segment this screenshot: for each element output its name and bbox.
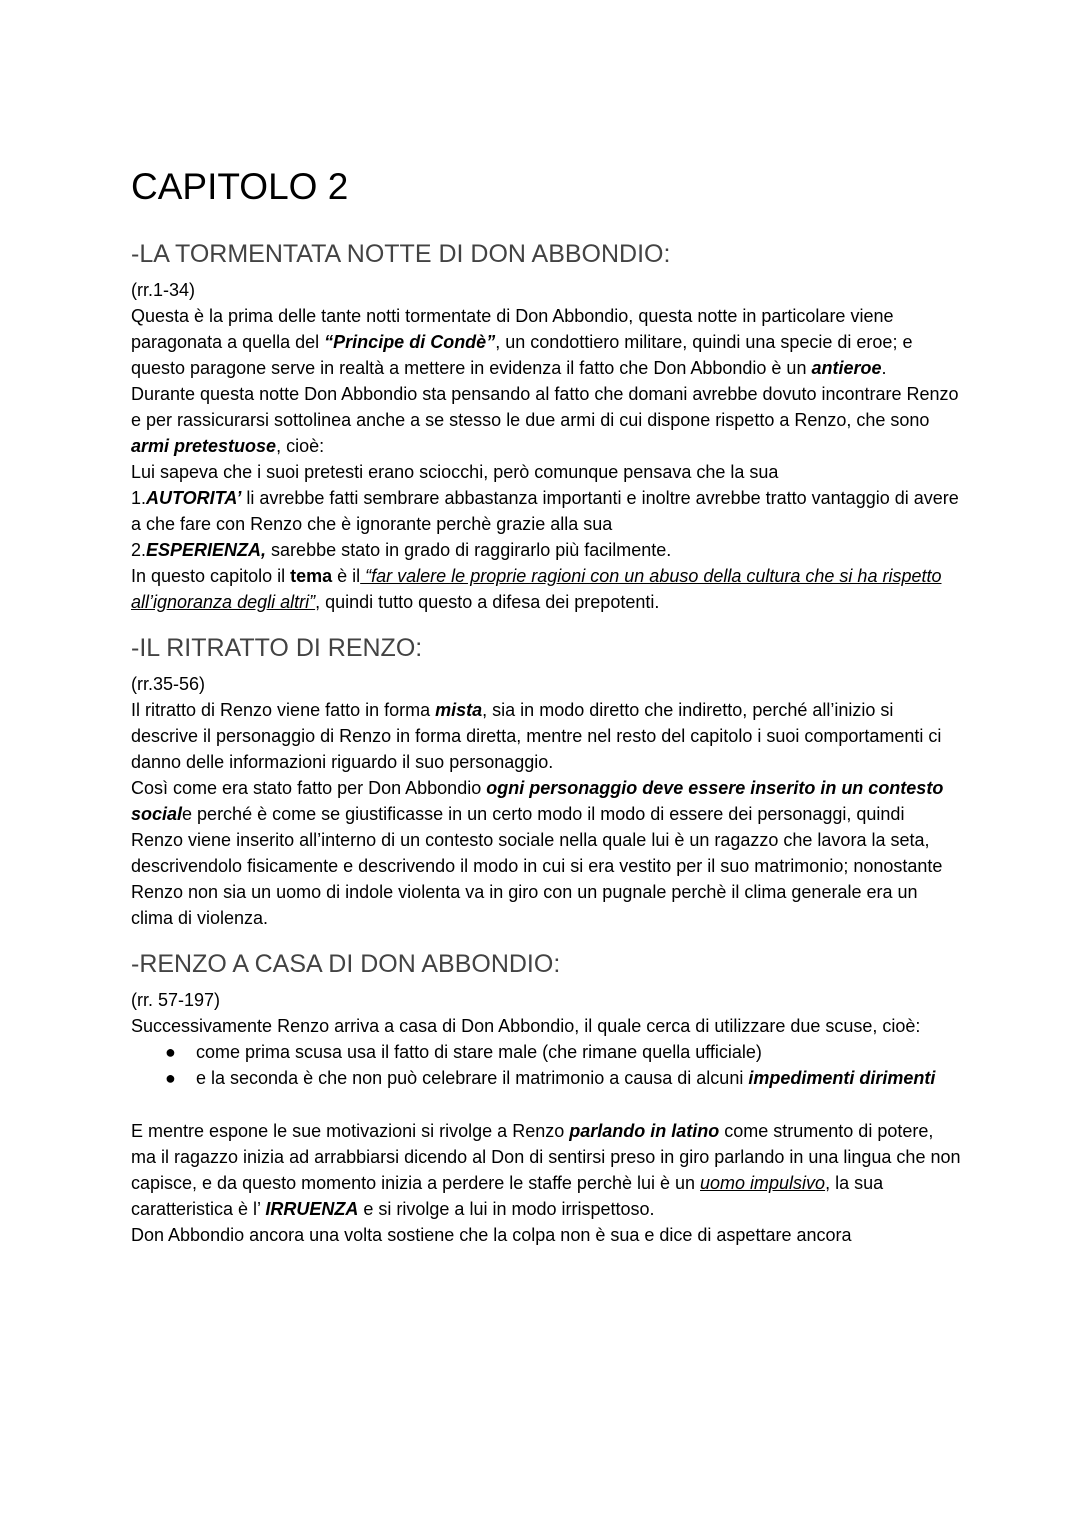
paragraph: Lui sapeva che i suoi pretesti erano sciocchi, però comunque pensava che la sua [131,462,779,482]
text: , sia in modo diretto che indiretto, perché all’inizio si descrive il personaggio di Renzo in forma diretta, mentre nel resto del capitolo i suoi comportamenti ci danno delle informazioni riguardo il suo personaggio. [131,700,942,772]
text: e la seconda è che non può celebrare il matrimonio a causa di alcuni [196,1068,749,1088]
list-number: 1. [131,488,147,508]
text: E mentre espone le sue motivazioni si rivolge a Renzo [131,1121,570,1141]
document-body [131,165,961,1248]
paragraph [131,563,961,615]
bullet-icon: ● [165,1068,176,1088]
paragraph [131,697,961,775]
paragraph [131,775,961,931]
line-reference: (rr.35-56) [131,674,206,694]
text: come strumento di potere, ma il ragazzo inizia ad arrabbiarsi dicendo al Don di sentirsi preso in giro parlando in una lingua che non capisce, e da questo momento inizia a perdere le staffe perchè lui è un [131,1121,961,1193]
emphasis: impedimenti dirimenti [748,1068,936,1088]
list-item [165,1065,961,1091]
list-number: 2. [131,540,147,560]
text: e si rivolge a lui in modo irrispettoso. [358,1199,655,1219]
quote: “far valere le proprie ragioni con un abuso della cultura che si ha rispetto all’ignoranza degli altri” [131,566,942,612]
emphasis: mista [435,700,483,720]
text: Questa è la prima delle tante notti tormentate di Don Abbondio, questa notte in particolare viene paragonata a quella del [131,306,894,352]
emphasis: ESPERIENZA, [146,540,267,560]
emphasis: ogni personaggio deve essere inserito in un contesto social [131,778,944,824]
text: li avrebbe fatti sembrare abbastanza importanti e inoltre avrebbe tratto vantaggio di avere a che fare con Renzo che è ignorante perchè grazie alla sua [131,488,959,534]
bold-text: tema [290,566,333,586]
paragraph [131,303,961,381]
emphasis: antieroe [811,358,882,378]
emphasis: AUTORITA’ [146,488,242,508]
bullet-list [131,1039,961,1091]
line-reference: (rr.1-34) [131,280,196,300]
underlined-emphasis: uomo impulsivo [700,1173,826,1193]
paragraph [131,537,961,563]
emphasis: IRRUENZA [265,1199,359,1219]
text: Così come era stato fatto per Don Abbondio [131,778,487,798]
section-heading-casa: -RENZO A CASA DI DON ABBONDIO: [131,950,561,978]
text: , un condottiero militare, quindi una specie di eroe; e questo paragone serve in realtà a mettere in evidenza il fatto che Don Abbondio è un [131,332,913,378]
text: , la sua caratteristica è l’ [131,1173,884,1219]
emphasis: armi pretestuose [131,436,277,456]
spacer [131,1091,961,1118]
text: è il [332,566,361,586]
spacer [131,615,961,633]
emphasis: parlando in latino [569,1121,720,1141]
text: sarebbe stato in grado di raggirarlo più facilmente. [266,540,672,560]
text: , cioè: [276,436,325,456]
text: , quindi tutto questo a difesa dei prepotenti. [315,592,660,612]
chapter-title: CAPITOLO 2 [131,166,349,207]
bullet-icon: ● [165,1042,176,1062]
section-heading-ritratto: -IL RITRATTO DI RENZO: [131,634,423,662]
text: . [881,358,887,378]
paragraph [131,485,961,537]
text: In questo capitolo il [131,566,291,586]
paragraph: Don Abbondio ancora una volta sostiene che la colpa non è sua e dice di aspettare ancora [131,1225,852,1245]
text: Durante questa notte Don Abbondio sta pensando al fatto che domani avrebbe dovuto incontrare Renzo e per rassicurarsi sottolinea anche a se stesso le due armi di cui dispone rispetto a Renzo, che sono [131,384,959,430]
list-item [165,1039,961,1065]
text: Il ritratto di Renzo viene fatto in forma [131,700,436,720]
text: come prima scusa usa il fatto di stare male (che rimane quella ufficiale) [196,1042,762,1062]
paragraph: Successivamente Renzo arriva a casa di Don Abbondio, il quale cerca di utilizzare due scuse, cioè: [131,1016,921,1036]
paragraph [131,381,961,459]
emphasis: “Principe di Condè” [324,332,496,352]
spacer [131,931,961,949]
line-reference: (rr. 57-197) [131,990,221,1010]
section-heading-notte: -LA TORMENTATA NOTTE DI DON ABBONDIO: [131,240,671,268]
text: e perché è come se giustificasse in un certo modo il modo di essere dei personaggi, quindi Renzo viene inserito all’interno di un contesto sociale nella quale lui è un ragazzo che lavora la seta, descrivendolo fisicamente e descrivendo il modo in cui si era vestito per il suo matrimonio; nonostante Renzo non sia un uomo di indole violenta va in giro con un pugnale perchè il clima generale era un clima di violenza. [131,804,943,928]
paragraph [131,1118,961,1222]
